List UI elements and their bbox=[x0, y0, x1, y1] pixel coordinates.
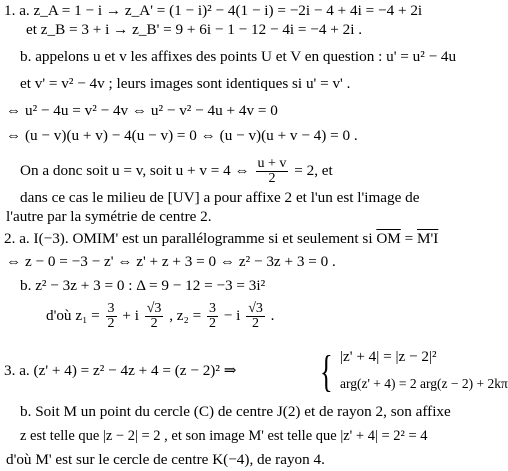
line-1a: 1. a. z_A = 1 − i → z_A' = (1 − i)² − 4(1 − i) = −2i − 4 + 4i = −4 + 2i bbox=[4, 2, 423, 19]
root-z1-label: z₁ = bbox=[75, 307, 100, 324]
line-conclusion bbox=[20, 157, 333, 186]
line-1b: b. appelons u et v les affixes des points U et V en question : u' = u² − 4u bbox=[20, 48, 457, 65]
root-z1-real-den: 2 bbox=[107, 316, 115, 332]
line-3a bbox=[4, 362, 236, 380]
roots-period: . bbox=[270, 307, 275, 324]
line-3b: b. Soit M un point du cercle (C) de centre J(2) et de rayon 2, son affixe bbox=[20, 403, 451, 420]
root-z2-imag-den: 2 bbox=[252, 316, 260, 332]
vector-mi: M'I bbox=[417, 230, 439, 247]
line-2a-equiv: ⇔ z − 0 = −3 − z' ⇔ z' + z + 3 = 0 ⇔ z² − 3z + 3 = 0 . bbox=[6, 253, 336, 270]
root-z1-real bbox=[106, 302, 117, 331]
system-line-1: |z' + 4| = |z − 2|² bbox=[340, 348, 437, 365]
root-z1-real-num: 3 bbox=[107, 301, 115, 317]
line-2a bbox=[4, 230, 438, 248]
line-1b-cont: et v' = v² − 4v ; leurs images sont identiques si u' = v' . bbox=[20, 75, 351, 92]
roots-doubt: d'où bbox=[46, 307, 72, 324]
line-3a-eq: (z' + 4) = z² − 4z + 4 = (z − 2)² ⇒ bbox=[33, 362, 237, 379]
line-2b: b. z² − 3z + 3 = 0 : Δ = 9 − 12 = −3 = 3i² bbox=[20, 277, 266, 294]
root-z2-real bbox=[207, 302, 218, 331]
vector-om: $\overline{OM}$ bbox=[376, 230, 401, 247]
line-3b-cont: z est telle que |z − 2| = 2 , et son image M' est telle que |z' + 4| = 2² = 4 bbox=[20, 428, 428, 444]
line-equiv-1: ⇔ u² − 4u = v² − 4v ⇔ u² − v² − 4u + 4v = 0 bbox=[6, 102, 278, 119]
fraction-u-plus-v-over-2 bbox=[256, 157, 289, 186]
root-z2-real-den: 2 bbox=[209, 316, 216, 332]
root-z2-real-num: 3 bbox=[209, 301, 216, 317]
system-line-2: arg(z' + 4) = 2 arg(z − 2) + 2kπ bbox=[340, 376, 508, 391]
line-1a-et: et z_B = 3 + i → z_B' = 9 + 6i − 1 − 12 − 4i = −4 + 2i . bbox=[26, 21, 363, 38]
conclusion-end: = 2, et bbox=[294, 161, 333, 179]
root-z1-imag-num: √3 bbox=[146, 301, 162, 317]
root-z1-imag-den: 2 bbox=[150, 316, 158, 332]
system-brace: { bbox=[320, 347, 333, 396]
root-z2-imag bbox=[246, 302, 265, 331]
line-2a-text: 2. a. I(−3). OMIM' est un parallélogramme si et seulement si bbox=[4, 230, 373, 247]
root-z1-imag bbox=[145, 302, 164, 331]
root-z2-minus-i: − i bbox=[223, 307, 241, 324]
root-z1-plus-i: + i bbox=[122, 307, 139, 324]
line-roots bbox=[46, 301, 274, 331]
line-3a-label: 3. a. bbox=[4, 362, 30, 379]
line-equiv-2: ⇔ (u − v)(u + v) − 4(u − v) = 0 ⇔ (u − v)(u + v − 4) = 0 . bbox=[6, 127, 358, 144]
fraction-numerator: u + v bbox=[257, 156, 287, 171]
line-symetrie: l'autre par la symétrie de centre 2. bbox=[6, 208, 212, 225]
root-z2-label: , z₂ = bbox=[169, 307, 202, 324]
vector-equals: = bbox=[404, 230, 414, 247]
root-z2-imag-num: √3 bbox=[248, 301, 263, 317]
conclusion-text: On a donc soit u = v, soit u + v = 4 ⇔ bbox=[20, 161, 250, 179]
fraction-denominator: 2 bbox=[268, 171, 276, 186]
line-3b-end: d'où M' est sur le cercle de centre K(−4), de rayon 4. bbox=[6, 451, 325, 468]
line-milieu: dans ce cas le milieu de [UV] a pour affixe 2 et l'un est l'image de bbox=[20, 189, 420, 206]
